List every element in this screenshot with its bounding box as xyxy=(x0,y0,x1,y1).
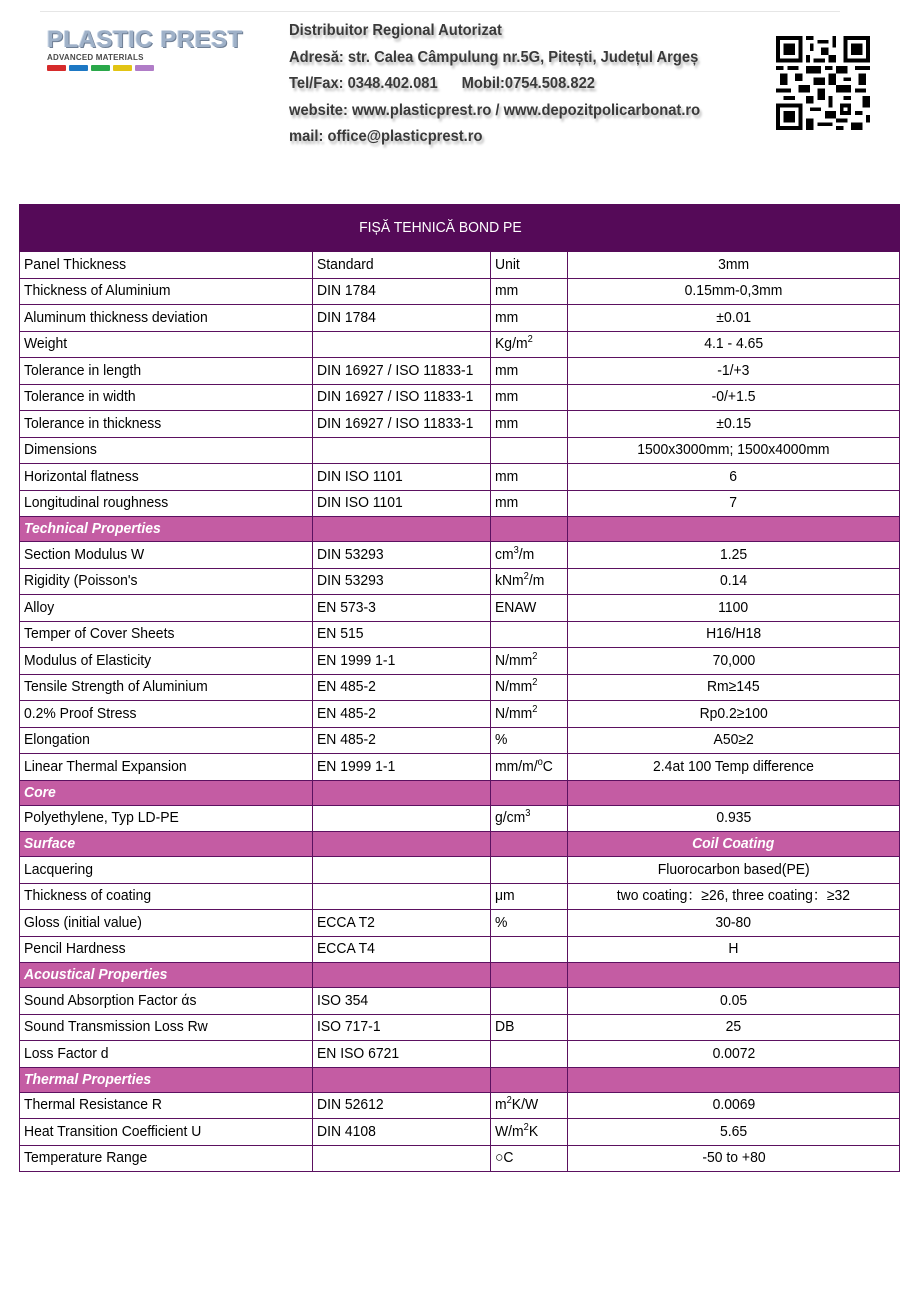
standard xyxy=(313,331,491,358)
section-title: Core xyxy=(20,780,313,805)
table-row xyxy=(20,883,900,910)
section-value xyxy=(568,780,900,805)
table-row xyxy=(20,1092,900,1119)
table-row xyxy=(20,278,900,305)
table-title-row xyxy=(20,205,900,252)
table-row xyxy=(20,358,900,385)
property-name: Linear Thermal Expansion xyxy=(20,754,313,781)
unit xyxy=(491,621,568,648)
section-spacer xyxy=(491,1067,568,1092)
unit: mm xyxy=(491,464,568,491)
table-row xyxy=(20,305,900,332)
standard: ECCA T4 xyxy=(313,936,491,963)
property-name: Temperature Range xyxy=(20,1145,313,1172)
tel-fax: Tel/Fax: 0348.402.081 xyxy=(289,75,438,92)
property-name: Panel Thickness xyxy=(20,252,313,279)
table-row xyxy=(20,754,900,781)
table-row xyxy=(20,1041,900,1068)
property-name: Gloss (initial value) xyxy=(20,910,313,937)
standard: DIN 16927 / ISO 11833-1 xyxy=(313,411,491,438)
unit: mm xyxy=(491,305,568,332)
value: A50≥2 xyxy=(568,727,900,754)
section-value xyxy=(568,1067,900,1092)
section-title: Surface xyxy=(20,832,313,857)
property-name: Tolerance in length xyxy=(20,358,313,385)
standard: DIN 16927 / ISO 11833-1 xyxy=(313,358,491,385)
mail-line: mail: office@plasticprest.ro xyxy=(289,128,483,145)
unit xyxy=(491,936,568,963)
table-row xyxy=(20,621,900,648)
value: 0.935 xyxy=(568,805,900,832)
standard xyxy=(313,857,491,884)
section-spacer xyxy=(313,832,491,857)
section-spacer xyxy=(491,963,568,988)
table-row xyxy=(20,701,900,728)
contact-block xyxy=(289,18,759,151)
property-name: Thermal Resistance R xyxy=(20,1092,313,1119)
unit: $W/m^2K$ xyxy=(491,1119,568,1146)
value: Fluorocarbon based(PE) xyxy=(568,857,900,884)
standard: ISO 354 xyxy=(313,988,491,1015)
value: 6 xyxy=(568,464,900,491)
table-row xyxy=(20,384,900,411)
value: 1100 xyxy=(568,595,900,622)
standard: DIN 53293 xyxy=(313,542,491,569)
standard xyxy=(313,437,491,464)
unit xyxy=(491,1041,568,1068)
table-row xyxy=(20,727,900,754)
table-title: FIȘĂ TEHNICĂ BOND PE xyxy=(313,205,568,252)
table-row xyxy=(20,568,900,595)
value: ±0.01 xyxy=(568,305,900,332)
standard: DIN ISO 1101 xyxy=(313,464,491,491)
table-row xyxy=(20,857,900,884)
property-name: Polyethylene, Typ LD-PE xyxy=(20,805,313,832)
section-spacer xyxy=(313,1067,491,1092)
logo-bar xyxy=(91,65,110,71)
property-name: Alloy xyxy=(20,595,313,622)
table-row xyxy=(20,805,900,832)
value: 30-80 xyxy=(568,910,900,937)
unit: $Kg/m^2$ xyxy=(491,331,568,358)
unit: $m^2K/W$ xyxy=(491,1092,568,1119)
logo-bar xyxy=(47,65,66,71)
unit xyxy=(491,857,568,884)
value: 25 xyxy=(568,1014,900,1041)
website-line: website: www.plasticprest.ro / www.depozitpolicarbonat.ro xyxy=(289,101,701,119)
value: 1.25 xyxy=(568,542,900,569)
unit: mm xyxy=(491,490,568,517)
property-name: Elongation xyxy=(20,727,313,754)
property-name: Modulus of Elasticity xyxy=(20,648,313,675)
standard: EN 485-2 xyxy=(313,674,491,701)
table-row xyxy=(20,490,900,517)
value: 0.0069 xyxy=(568,1092,900,1119)
standard xyxy=(313,805,491,832)
section-title: Technical Properties xyxy=(20,517,313,542)
section-spacer xyxy=(313,963,491,988)
distributor-line: Distribuitor Regional Autorizat xyxy=(289,22,502,39)
property-name: 0.2% Proof Stress xyxy=(20,701,313,728)
standard: EN 573-3 xyxy=(313,595,491,622)
table-row xyxy=(20,936,900,963)
section-title: Thermal Properties xyxy=(20,1067,313,1092)
value: 7 xyxy=(568,490,900,517)
property-name: Longitudinal roughness xyxy=(20,490,313,517)
technical-sheet-table xyxy=(19,204,900,1172)
value: 0.14 xyxy=(568,568,900,595)
section-header-row xyxy=(20,832,900,857)
unit xyxy=(491,437,568,464)
unit: % xyxy=(491,910,568,937)
property-name: Horizontal flatness xyxy=(20,464,313,491)
table-row xyxy=(20,988,900,1015)
table-row xyxy=(20,411,900,438)
property-name: Tolerance in thickness xyxy=(20,411,313,438)
value: H xyxy=(568,936,900,963)
table-row xyxy=(20,464,900,491)
value: 4.1 - 4.65 xyxy=(568,331,900,358)
property-name: Section Modulus W xyxy=(20,542,313,569)
unit: $N/mm^2$ xyxy=(491,701,568,728)
property-name: Weight xyxy=(20,331,313,358)
standard: DIN 16927 / ISO 11833-1 xyxy=(313,384,491,411)
mobile: Mobil:0754.508.822 xyxy=(461,75,595,92)
section-spacer xyxy=(313,780,491,805)
section-header-row xyxy=(20,963,900,988)
value: Rp0.2≥100 xyxy=(568,701,900,728)
standard: DIN 4108 xyxy=(313,1119,491,1146)
section-header-row xyxy=(20,1067,900,1092)
value: 5.65 xyxy=(568,1119,900,1146)
unit: $g/cm^3$ xyxy=(491,805,568,832)
standard: DIN 1784 xyxy=(313,278,491,305)
value: ±0.15 xyxy=(568,411,900,438)
unit xyxy=(491,988,568,1015)
logo-tagline: ADVANCED MATERIALS xyxy=(47,53,144,62)
company-logo xyxy=(47,26,243,77)
unit: kNm$^2$/m xyxy=(491,568,568,595)
title-spacer xyxy=(20,205,313,252)
value: 0.15mm-0,3mm xyxy=(568,278,900,305)
section-spacer xyxy=(491,832,568,857)
section-value: Coil Coating xyxy=(568,832,900,857)
table-row xyxy=(20,252,900,279)
table-row xyxy=(20,648,900,675)
logo-name: PLASTIC PREST xyxy=(47,26,243,53)
value: 3mm xyxy=(568,252,900,279)
section-spacer xyxy=(491,517,568,542)
property-name: Sound Transmission Loss Rw xyxy=(20,1014,313,1041)
section-header-row xyxy=(20,517,900,542)
table-row xyxy=(20,542,900,569)
standard: DIN 52612 xyxy=(313,1092,491,1119)
unit: mm/m/$^o$C xyxy=(491,754,568,781)
value: -50 to +80 xyxy=(568,1145,900,1172)
table-row xyxy=(20,595,900,622)
unit: $N/mm^2$ xyxy=(491,648,568,675)
logo-color-bars xyxy=(47,65,227,71)
address-line: Adresă: str. Calea Câmpulung nr.5G, Pitești, Județul Argeș xyxy=(289,48,699,66)
property-name: Pencil Hardness xyxy=(20,936,313,963)
value: H16/H18 xyxy=(568,621,900,648)
unit: mm xyxy=(491,278,568,305)
table-row xyxy=(20,674,900,701)
standard: EN 1999 1-1 xyxy=(313,754,491,781)
value: 2.4at 100 Temp difference xyxy=(568,754,900,781)
phone-line xyxy=(289,71,721,98)
value: -0/+1.5 xyxy=(568,384,900,411)
logo-bar xyxy=(113,65,132,71)
value: 70,000 xyxy=(568,648,900,675)
standard: DIN 53293 xyxy=(313,568,491,595)
unit: μm xyxy=(491,883,568,910)
unit: $N/mm^2$ xyxy=(491,674,568,701)
logo-bar xyxy=(69,65,88,71)
standard: DIN 1784 xyxy=(313,305,491,332)
unit: DB xyxy=(491,1014,568,1041)
table-row xyxy=(20,1014,900,1041)
unit: $cm^3/m$ xyxy=(491,542,568,569)
standard: ECCA T2 xyxy=(313,910,491,937)
standard: EN 485-2 xyxy=(313,727,491,754)
logo-bar xyxy=(135,65,154,71)
unit: mm xyxy=(491,384,568,411)
value: 0.05 xyxy=(568,988,900,1015)
table-row xyxy=(20,331,900,358)
standard: DIN ISO 1101 xyxy=(313,490,491,517)
unit: mm xyxy=(491,411,568,438)
section-value xyxy=(568,517,900,542)
standard: EN 515 xyxy=(313,621,491,648)
property-name: Tensile Strength of Aluminium xyxy=(20,674,313,701)
property-name: Rigidity (Poisson's xyxy=(20,568,313,595)
property-name: Loss Factor d xyxy=(20,1041,313,1068)
standard xyxy=(313,1145,491,1172)
property-name: Heat Transition Coefficient U xyxy=(20,1119,313,1146)
value: 1500x3000mm; 1500x4000mm xyxy=(568,437,900,464)
table-row xyxy=(20,1145,900,1172)
value: -1/+3 xyxy=(568,358,900,385)
property-name: Temper of Cover Sheets xyxy=(20,621,313,648)
qr-code-icon xyxy=(776,36,870,130)
unit: mm xyxy=(491,358,568,385)
unit: ○C xyxy=(491,1145,568,1172)
unit: % xyxy=(491,727,568,754)
property-name: Dimensions xyxy=(20,437,313,464)
section-header-row xyxy=(20,780,900,805)
value: Rm≥145 xyxy=(568,674,900,701)
value: two coating：≥26, three coating：≥32 xyxy=(568,883,900,910)
standard: EN 1999 1-1 xyxy=(313,648,491,675)
standard: Standard xyxy=(313,252,491,279)
section-title: Acoustical Properties xyxy=(20,963,313,988)
property-name: Thickness of Aluminium xyxy=(20,278,313,305)
property-name: Sound Absorption Factor άs xyxy=(20,988,313,1015)
title-spacer xyxy=(568,205,900,252)
standard: EN 485-2 xyxy=(313,701,491,728)
top-divider xyxy=(40,11,840,12)
standard xyxy=(313,883,491,910)
section-value xyxy=(568,963,900,988)
property-name: Aluminum thickness deviation xyxy=(20,305,313,332)
unit: Unit xyxy=(491,252,568,279)
standard: ISO 717-1 xyxy=(313,1014,491,1041)
table-row xyxy=(20,910,900,937)
property-name: Lacquering xyxy=(20,857,313,884)
property-name: Tolerance in width xyxy=(20,384,313,411)
property-name: Thickness of coating xyxy=(20,883,313,910)
standard: EN ISO 6721 xyxy=(313,1041,491,1068)
section-spacer xyxy=(491,780,568,805)
unit: ENAW xyxy=(491,595,568,622)
table-row xyxy=(20,1119,900,1146)
section-spacer xyxy=(313,517,491,542)
value: 0.0072 xyxy=(568,1041,900,1068)
table-row xyxy=(20,437,900,464)
